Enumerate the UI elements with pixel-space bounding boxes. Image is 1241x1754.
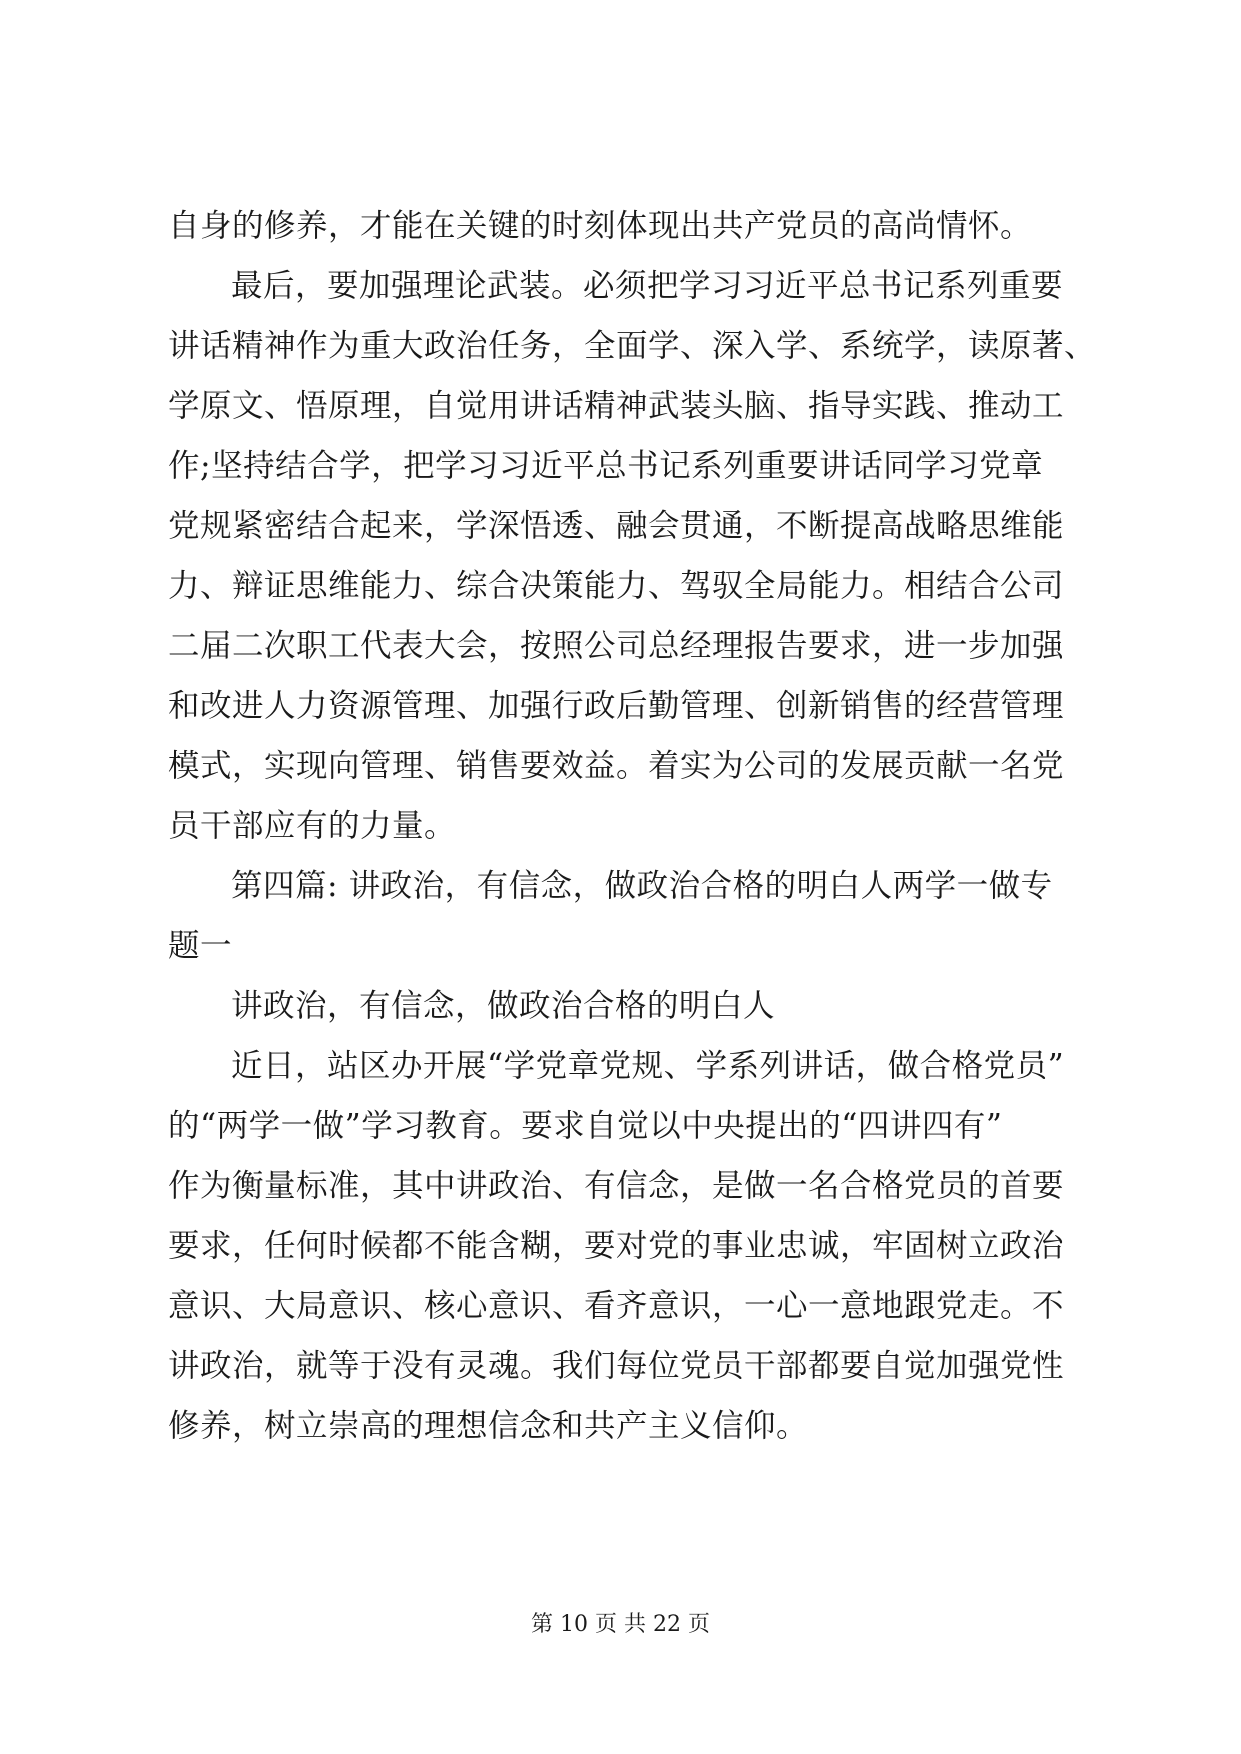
section-heading-line: 题一: [168, 928, 233, 964]
section-heading-line: 第四篇: 讲政治，有信念，做政治合格的明白人两学一做专: [231, 868, 1053, 904]
text-line: 力、辩证思维能力、综合决策能力、驾驭全局能力。相结合公司: [168, 568, 1065, 604]
text-line: 修养，树立崇高的理想信念和共产主义信仰。: [168, 1408, 809, 1444]
text-line: 自身的修养，才能在关键的时刻体现出共产党员的高尚情怀。: [168, 208, 1033, 244]
text-line: 和改进人力资源管理、加强行政后勤管理、创新销售的经营管理: [168, 688, 1065, 724]
text-line: 近日，站区办开展“学党章党规、学系列讲话，做合格党员”: [231, 1048, 1065, 1084]
text-line: 员干部应有的力量。: [168, 808, 457, 844]
text-line: 模式，实现向管理、销售要效益。着实为公司的发展贡献一名党: [168, 748, 1065, 784]
subtitle-line: 讲政治，有信念，做政治合格的明白人: [231, 988, 776, 1024]
text-line: 要求，任何时候都不能含糊，要对党的事业忠诚，牢固树立政治: [168, 1228, 1065, 1264]
text-line: 党规紧密结合起来，学深悟透、融会贯通，不断提高战略思维能: [168, 508, 1065, 544]
text-line: 作为衡量标准，其中讲政治、有信念，是做一名合格党员的首要: [168, 1168, 1065, 1204]
text-line: 的“两学一做”学习教育。要求自觉以中央提出的“四讲四有”: [168, 1108, 1003, 1144]
text-line: 学原文、悟原理，自觉用讲话精神武装头脑、指导实践、推动工: [168, 388, 1065, 424]
text-line: 二届二次职工代表大会，按照公司总经理报告要求，进一步加强: [168, 628, 1065, 664]
text-line: 意识、大局意识、核心意识、看齐意识，一心一意地跟党走。不: [168, 1288, 1065, 1324]
text-line: 讲政治，就等于没有灵魂。我们每位党员干部都要自觉加强党性: [168, 1348, 1065, 1384]
text-line: 作;坚持结合学，把学习习近平总书记系列重要讲话同学习党章: [168, 448, 1044, 484]
text-line: 最后，要加强理论武装。必须把学习习近平总书记系列重要: [231, 268, 1064, 304]
text-line: 讲话精神作为重大政治任务，全面学、深入学、系统学，读原著、: [168, 328, 1097, 364]
page-number-footer: 第 10 页 共 22 页: [531, 1612, 710, 1637]
